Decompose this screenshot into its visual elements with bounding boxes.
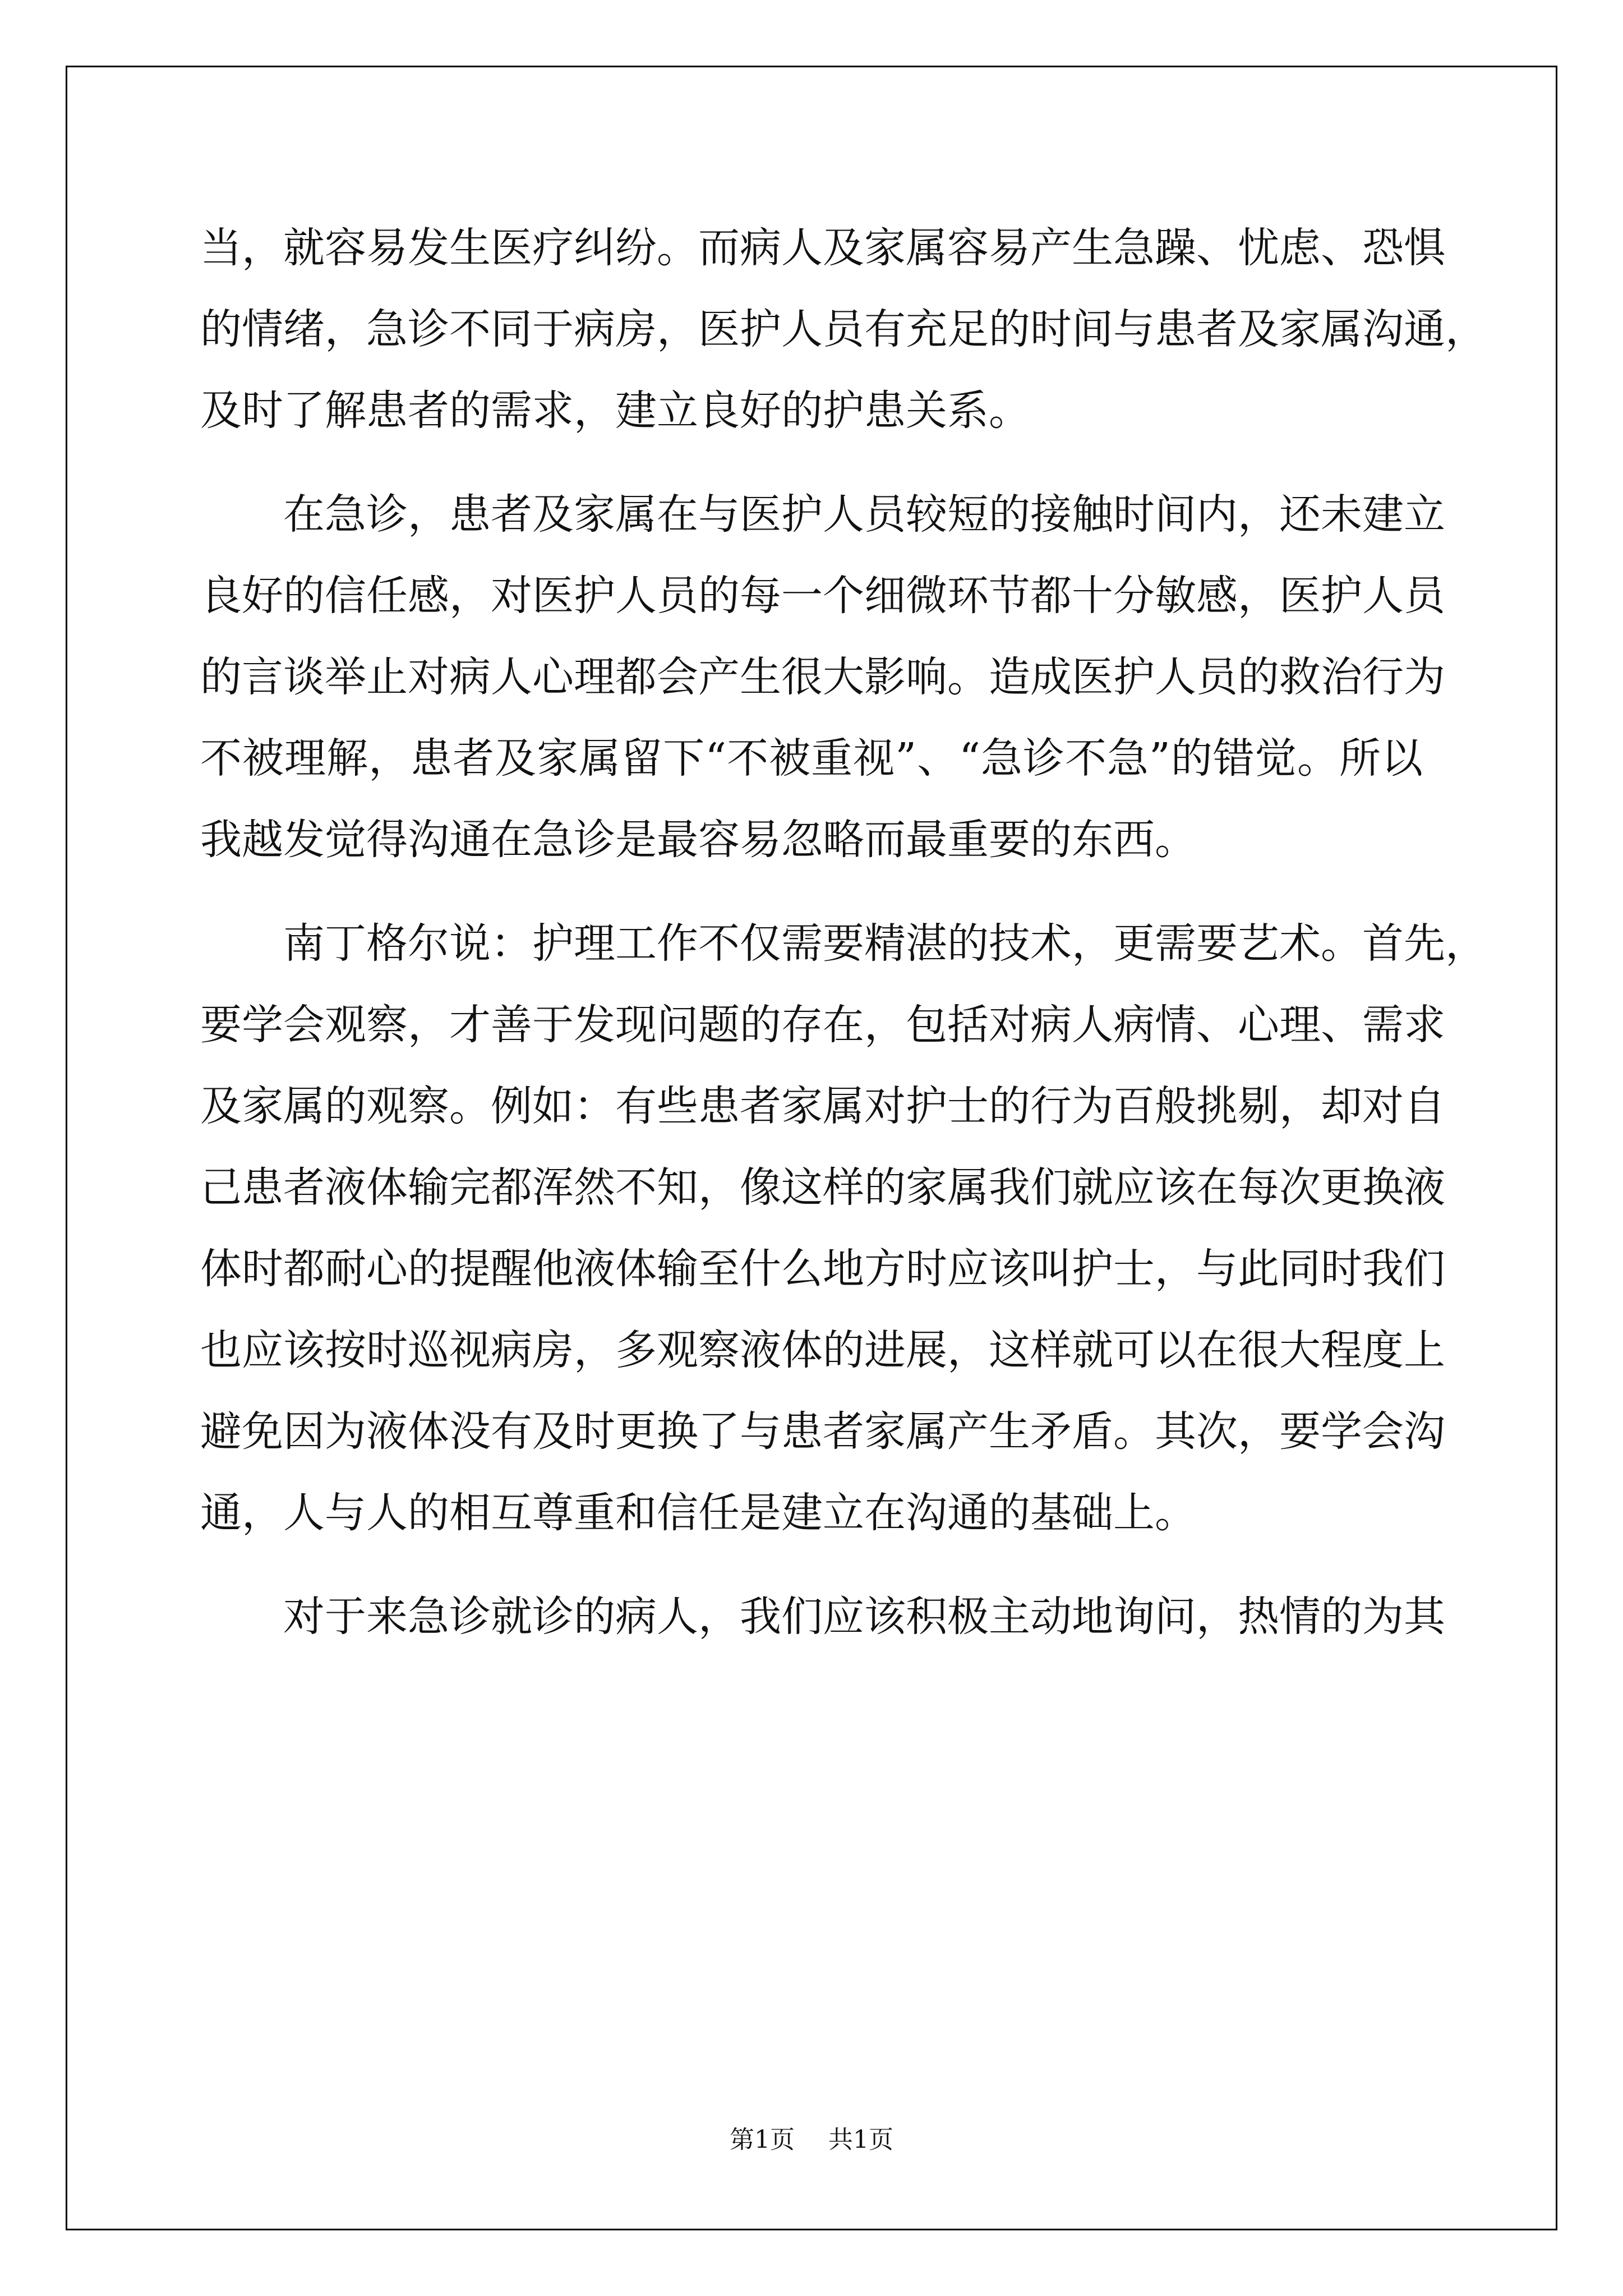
page-footer	[0, 2119, 1623, 2155]
text-line: 也应该按时巡视病房，多观察液体的进展，这样就可以在很大程度上	[200, 1326, 1445, 1374]
text-line: 及时了解患者的需求，建立良好的护患关系。	[200, 386, 1030, 435]
page-number: 第1页	[730, 2125, 795, 2154]
paragraph-first-line: 在急诊，患者及家属在与医护人员较短的接触时间内，还未建立	[283, 490, 1445, 539]
text-line: 良好的信任感，对医护人员的每一个细微环节都十分敏感，医护人员	[200, 572, 1445, 620]
text-line: 体时都耐心的提醒他液体输至什么地方时应该叫护士，与此同时我们	[200, 1245, 1445, 1293]
text-line: 不被理解，患者及家属留下“不被重视”、“急诊不急”的错觉。所以	[200, 734, 1423, 783]
text-line: 避免因为液体没有及时更换了与患者家属产生矛盾。其次，要学会沟	[200, 1407, 1445, 1456]
text-line: 己患者液体输完都浑然不知，像这样的家属我们就应该在每次更换液	[200, 1163, 1445, 1212]
page-total: 共1页	[828, 2125, 893, 2154]
text-line: 我越发觉得沟通在急诊是最容易忽略而最重要的东西。	[200, 816, 1196, 864]
text-line: 及家属的观察。例如：有些患者家属对护士的行为百般挑剔，却对自	[200, 1082, 1445, 1130]
text-line: 当，就容易发生医疗纠纷。而病人及家属容易产生急躁、忧虑、恐惧	[200, 224, 1445, 272]
text-line: 通，人与人的相互尊重和信任是建立在沟通的基础上。	[200, 1489, 1196, 1537]
text-line: 的言谈举止对病人心理都会产生很大影响。造成医护人员的救治行为	[200, 653, 1445, 701]
paragraph-first-line: 对于来急诊就诊的病人，我们应该积极主动地询问，热情的为其	[283, 1593, 1445, 1641]
paragraph-first-line: 南丁格尔说：护理工作不仅需要精湛的技术，更需要艺术。首先，	[283, 919, 1487, 968]
text-line: 要学会观察，才善于发现问题的存在，包括对病人病情、心理、需求	[200, 1001, 1445, 1049]
text-line: 的情绪，急诊不同于病房，医护人员有充足的时间与患者及家属沟通，	[200, 305, 1487, 353]
document-body	[200, 208, 1487, 1658]
